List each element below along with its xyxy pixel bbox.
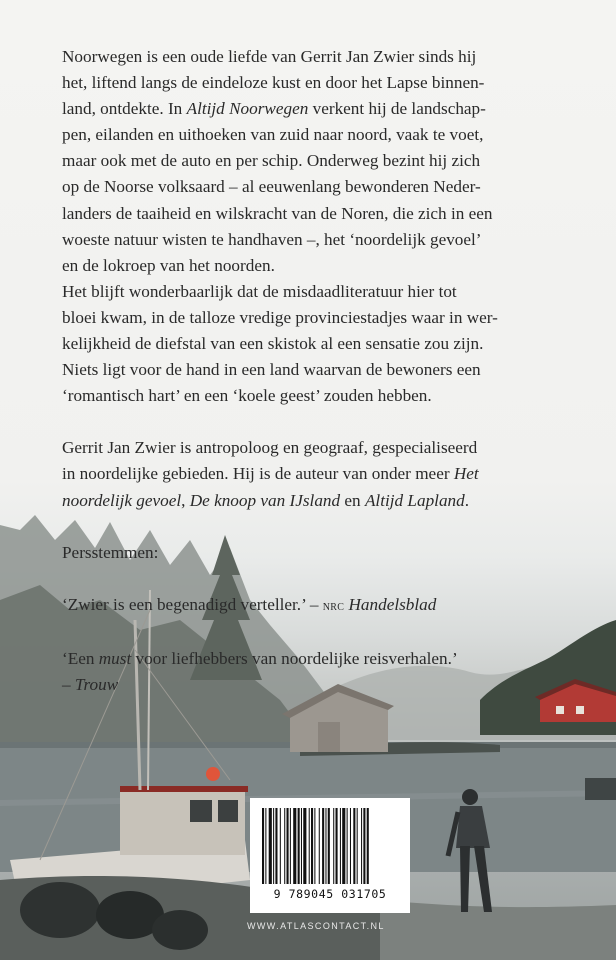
quote-source: nrc bbox=[322, 598, 345, 614]
blurb-line: Noorwegen is een oude liefde van Gerrit Jan Zwier sinds hij bbox=[62, 47, 477, 66]
barcode-bar bbox=[363, 808, 365, 884]
barcode-bar bbox=[309, 808, 310, 884]
barcode-bar bbox=[314, 808, 315, 884]
quote-source: – Trouw bbox=[62, 674, 119, 694]
quote-text: ‘Zwier is een begenadigd verteller.’ – bbox=[62, 594, 323, 614]
barcode-bar bbox=[262, 808, 264, 884]
press-quote bbox=[62, 646, 562, 672]
author-bio-line bbox=[62, 488, 562, 514]
book-title: noordelijk gevoel bbox=[62, 490, 182, 510]
barcode-bar bbox=[284, 808, 285, 884]
barcode-bar bbox=[311, 808, 313, 884]
blurb-line: woeste natuur wisten te handhaven –, het ‘noordelijk gevoel’ bbox=[62, 229, 482, 249]
barcode-bar bbox=[333, 808, 334, 884]
blurb-line: pen, eilanden en uithoeken van zuid naar noord, vaak te voet, bbox=[62, 125, 484, 145]
blurb-line: op de Noorse volksaard – al eeuwenlang bewonderen Neder- bbox=[62, 177, 481, 197]
quote-source-line bbox=[62, 672, 562, 698]
barcode-bar bbox=[322, 808, 324, 884]
barcode-bar bbox=[301, 808, 302, 884]
barcode-bar bbox=[280, 808, 281, 884]
author-bio-text: , bbox=[181, 490, 190, 510]
press-quote bbox=[62, 592, 562, 620]
author-bio-text: en bbox=[340, 490, 365, 510]
barcode-bar bbox=[303, 808, 306, 884]
fishing-boat-cabin bbox=[120, 790, 245, 855]
barcode-bar bbox=[350, 808, 351, 884]
blurb-line: Niets ligt voor de hand in een land waarvan de bewoners een bbox=[62, 360, 481, 380]
barcode-bar bbox=[298, 808, 300, 884]
blurb-line: bloei kwam, in de talloze vredige provinciestadjes waar in wer- bbox=[62, 307, 498, 327]
barcode-bar bbox=[361, 808, 362, 884]
barcode-bar bbox=[336, 808, 338, 884]
blurb-line: ‘romantisch hart’ en een ‘koele geest’ zouden hebben. bbox=[62, 386, 432, 406]
quote-text: voor liefhebbers van noordelijke reisverhalen.’ bbox=[131, 648, 458, 668]
barcode-bar bbox=[275, 808, 277, 884]
book-title: De knoop van IJsland bbox=[189, 490, 341, 510]
author-bio-line: Gerrit Jan Zwier is antropoloog en geograaf, gespecialiseerd bbox=[62, 438, 478, 458]
barcode-bar bbox=[367, 808, 369, 884]
orange-buoy bbox=[206, 767, 220, 781]
book-title: Altijd Noorwegen bbox=[186, 99, 309, 119]
barcode-bar bbox=[287, 808, 289, 884]
blurb-text: verkent hij de landschap- bbox=[308, 99, 486, 119]
barcode bbox=[250, 798, 410, 913]
press-heading: Persstemmen: bbox=[62, 542, 159, 562]
small-boat-right bbox=[585, 778, 616, 800]
blurb-line: landers de taaiheid en wilskracht van de Noren, die zich in een bbox=[62, 203, 493, 223]
quote-source: Handelsblad bbox=[344, 594, 437, 614]
blurb-line: het, liftend langs de eindeloze kust en door het Lapse binnen- bbox=[62, 73, 485, 93]
quote-text: ‘Een bbox=[62, 648, 99, 668]
isbn-number: 9 789045 031705 bbox=[273, 887, 387, 901]
author-bio-line bbox=[62, 461, 562, 487]
quote-emphasis: must bbox=[98, 648, 132, 668]
author-bio-text: in noordelijke gebieden. Hij is de auteur van onder meer bbox=[62, 464, 454, 484]
author-bio-text: . bbox=[464, 490, 470, 510]
barcode-bar bbox=[319, 808, 320, 884]
blurb-line bbox=[62, 96, 562, 122]
barcode-bar bbox=[342, 808, 345, 884]
barcode-bar bbox=[269, 808, 272, 884]
publisher-url: WWW.ATLASCONTACT.NL bbox=[247, 921, 385, 931]
blurb-line: kelijkheid de diefstal van een skistok al een sensatie zou zijn. bbox=[62, 334, 484, 354]
barcode-bar bbox=[325, 808, 326, 884]
back-cover-text bbox=[62, 44, 562, 698]
barcode-bar bbox=[293, 808, 296, 884]
blurb-line: en de lokroep van het noorden. bbox=[62, 255, 275, 275]
barcode-bar bbox=[273, 808, 274, 884]
barcode-bar bbox=[353, 808, 355, 884]
blurb-line: Het blijft wonderbaarlijk dat de misdaadliteratuur hier tot bbox=[62, 281, 457, 301]
barcode-bar bbox=[357, 808, 358, 884]
barcode-bar bbox=[347, 808, 348, 884]
blurb-line: maar ook met de auto en per schip. Onderweg bezint hij zich bbox=[62, 151, 481, 171]
barcode-bar bbox=[290, 808, 291, 884]
barcode-bars bbox=[260, 808, 400, 886]
book-title: Het bbox=[453, 464, 479, 484]
barcode-bar bbox=[265, 808, 266, 884]
barcode-bar bbox=[340, 808, 341, 884]
book-title: Altijd Lapland bbox=[364, 490, 465, 510]
blurb-text: land, ontdekte. In bbox=[62, 99, 187, 119]
barcode-bar bbox=[328, 808, 330, 884]
